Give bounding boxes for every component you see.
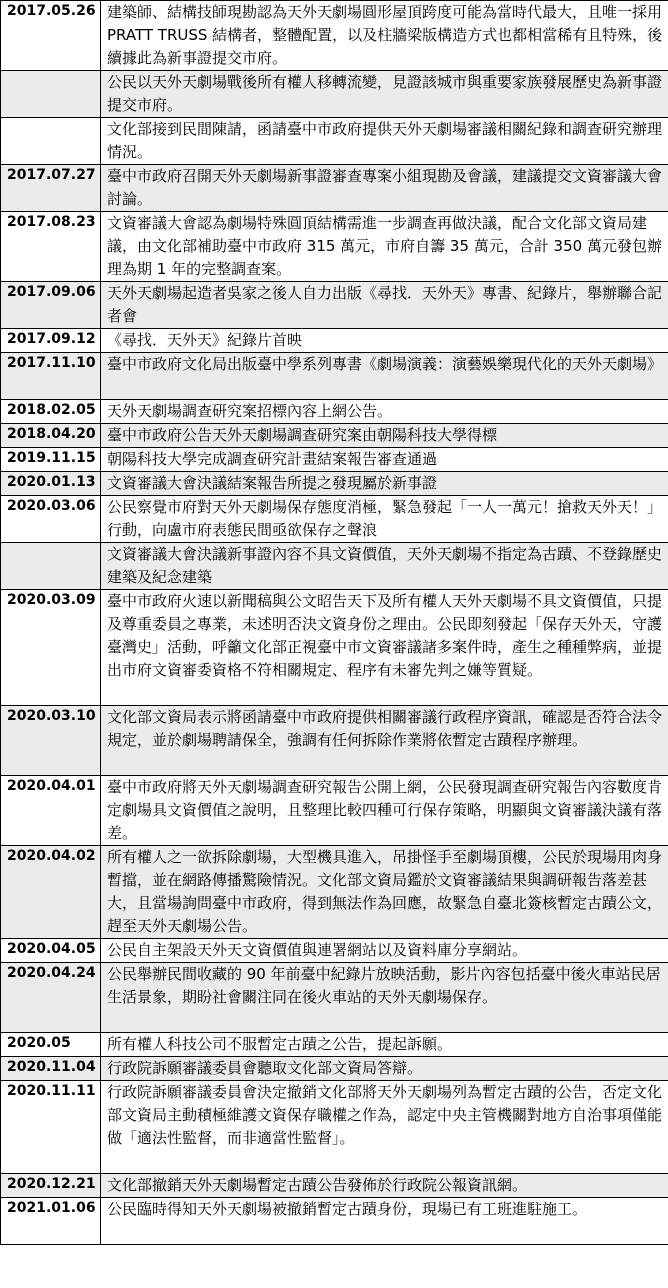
- event-date: [1, 543, 101, 590]
- event-description: 公民自主架設天外天文資價值與連署網站以及資料庫分享網站。: [101, 939, 668, 963]
- event-date: 2019.11.15: [1, 448, 101, 472]
- event-date: 2020.04.05: [1, 939, 101, 963]
- event-description: 臺中市政府火速以新聞稿與公文昭告天下及所有權人天外天劇場不具文資價值，只提及尊重委員之專業，未述明否決文資身份之理由。公民即刻發起「保存天外天，守護臺灣史」活動，呼籲文化部正視臺中市文資審議諸多案件時，產生之種種弊病，並提出市府文資審委資格不符相關規定、程序有未審先判之嫌等質疑。: [101, 590, 668, 706]
- event-date: 2018.04.20: [1, 424, 101, 448]
- event-date: 2020.04.02: [1, 846, 101, 939]
- timeline-row: [1, 118, 668, 165]
- event-description: 公民察覺市府對天外天劇場保存態度消極，緊急發起「一人一萬元！搶救天外天！」行動，向盧市府表態民間亟欲保存之聲浪: [101, 496, 668, 543]
- timeline-row: [1, 496, 668, 543]
- event-date: 2017.09.06: [1, 282, 101, 329]
- timeline-row: [1, 329, 668, 353]
- event-description: 行政院訴願審議委員會聽取文化部文資局答辯。: [101, 1057, 668, 1081]
- timeline-row: [1, 706, 668, 776]
- event-date: 2017.05.26: [1, 1, 101, 71]
- timeline-row: [1, 472, 668, 496]
- event-description: 文資審議大會決議結案報告所提之發現屬於新事證: [101, 472, 668, 496]
- event-description: 臺中市政府公告天外天劇場調查研究案由朝陽科技大學得標: [101, 424, 668, 448]
- event-date: 2017.07.27: [1, 165, 101, 212]
- event-description: 所有權人之一欲拆除劇場，大型機具進入，吊掛怪手至劇場頂樓，公民於現場用肉身暫擋，並在網路傳播驚險情況。文化部文資局鑑於文資審議結果與調研報告落差甚大，且當場詢問臺中市政府，得到無法作為回應，故緊急自臺北簽核暫定古蹟公文，趕至天外天劇場公告。: [101, 846, 668, 939]
- timeline-row: [1, 71, 668, 118]
- event-date: 2017.08.23: [1, 212, 101, 282]
- timeline-row: [1, 424, 668, 448]
- event-description: 行政院訴願審議委員會決定撤銷文化部將天外天劇場列為暫定古蹟的公告，否定文化部文資局主動積極維護文資保存職權之作為，認定中央主管機關對地方自治事項僅能做「適法性監督，而非適當性監督」。: [101, 1081, 668, 1174]
- event-date: 2017.11.10: [1, 353, 101, 400]
- event-description: 臺中市政府召開天外天劇場新事證審查專案小組現勘及會議，建議提交文資審議大會討論。: [101, 165, 668, 212]
- timeline-row: [1, 1081, 668, 1174]
- timeline-row: [1, 963, 668, 1033]
- event-date: 2018.02.05: [1, 400, 101, 424]
- timeline-row: [1, 1174, 668, 1198]
- event-description: 建築師、結構技師現勘認為天外天劇場圓形屋頂跨度可能為當時代最大，且唯一採用 PRATT TRUSS 結構者，整體配置，以及柱牆梁版構造方式也都相當稀有且特殊，後續據此為新事證提交市府。: [101, 1, 668, 71]
- timeline-row: [1, 1, 668, 71]
- event-date: 2020.01.13: [1, 472, 101, 496]
- event-description: 天外天劇場起造者吳家之後人自力出版《尋找．天外天》專書、紀錄片，舉辦聯合記者會: [101, 282, 668, 329]
- event-date: 2020.03.06: [1, 496, 101, 543]
- timeline-row: [1, 846, 668, 939]
- timeline-row: [1, 1033, 668, 1057]
- event-date: 2020.12.21: [1, 1174, 101, 1198]
- event-description: 公民臨時得知天外天劇場被撤銷暫定古蹟身份，現場已有工班進駐施工。: [101, 1198, 668, 1245]
- event-description: 文化部撤銷天外天劇場暫定古蹟公告發佈於行政院公報資訊網。: [101, 1174, 668, 1198]
- event-date: 2020.11.11: [1, 1081, 101, 1174]
- timeline-row: [1, 448, 668, 472]
- timeline-row: [1, 590, 668, 706]
- event-date: 2020.04.01: [1, 776, 101, 846]
- timeline-row: [1, 165, 668, 212]
- timeline-row: [1, 543, 668, 590]
- event-date: 2021.01.06: [1, 1198, 101, 1245]
- timeline-row: [1, 282, 668, 329]
- event-description: 臺中市政府文化局出版臺中學系列專書《劇場演義：演藝娛樂現代化的天外天劇場》: [101, 353, 668, 400]
- event-date: 2020.04.24: [1, 963, 101, 1033]
- timeline-body: [1, 1, 668, 1245]
- event-date: 2017.09.12: [1, 329, 101, 353]
- event-description: 文資審議大會認為劇場特殊圓頂結構需進一步調查再做決議，配合文化部文資局建議，由文化部補助臺中市政府 315 萬元，市府自籌 35 萬元，合計 350 萬元發包辦理為期 1 年的完整調查案。: [101, 212, 668, 282]
- event-description: 天外天劇場調查研究案招標內容上網公告。: [101, 400, 668, 424]
- event-description: 公民舉辦民間收藏的 90 年前臺中紀錄片放映活動，影片內容包括臺中後火車站民居生活景象，期盼社會關注同在後火車站的天外天劇場保存。: [101, 963, 668, 1033]
- timeline-row: [1, 939, 668, 963]
- event-description: 文資審議大會決議新事證內容不具文資價值，天外天劇場不指定為古蹟、不登錄歷史建築及紀念建築: [101, 543, 668, 590]
- event-description: 文化部文資局表示將函請臺中市政府提供相關審議行政程序資訊，確認是否符合法令規定，並於劇場聘請保全，強調有任何拆除作業將依暫定古蹟程序辦理。: [101, 706, 668, 776]
- event-date: 2020.03.10: [1, 706, 101, 776]
- event-description: 文化部接到民間陳請，函請臺中市政府提供天外天劇場審議相關紀錄和調查研究辦理情況。: [101, 118, 668, 165]
- event-date: [1, 71, 101, 118]
- timeline-row: [1, 400, 668, 424]
- event-date: 2020.05: [1, 1033, 101, 1057]
- event-description: 臺中市政府將天外天劇場調查研究報告公開上網，公民發現調查研究報告內容數度肯定劇場具文資價值之說明，且整理比較四種可行保存策略，明顯與文資審議決議有落差。: [101, 776, 668, 846]
- event-date: 2020.03.09: [1, 590, 101, 706]
- event-date: 2020.11.04: [1, 1057, 101, 1081]
- event-description: 《尋找．天外天》紀錄片首映: [101, 329, 668, 353]
- timeline-row: [1, 1198, 668, 1245]
- event-description: 朝陽科技大學完成調查研究計畫結案報告審查通過: [101, 448, 668, 472]
- event-description: 所有權人科技公司不服暫定古蹟之公告，提起訴願。: [101, 1033, 668, 1057]
- timeline-row: [1, 1057, 668, 1081]
- timeline-row: [1, 776, 668, 846]
- timeline-row: [1, 212, 668, 282]
- event-date: [1, 118, 101, 165]
- timeline-row: [1, 353, 668, 400]
- event-description: 公民以天外天劇場戰後所有權人移轉流變，見證該城市與重要家族發展歷史為新事證提交市府。: [101, 71, 668, 118]
